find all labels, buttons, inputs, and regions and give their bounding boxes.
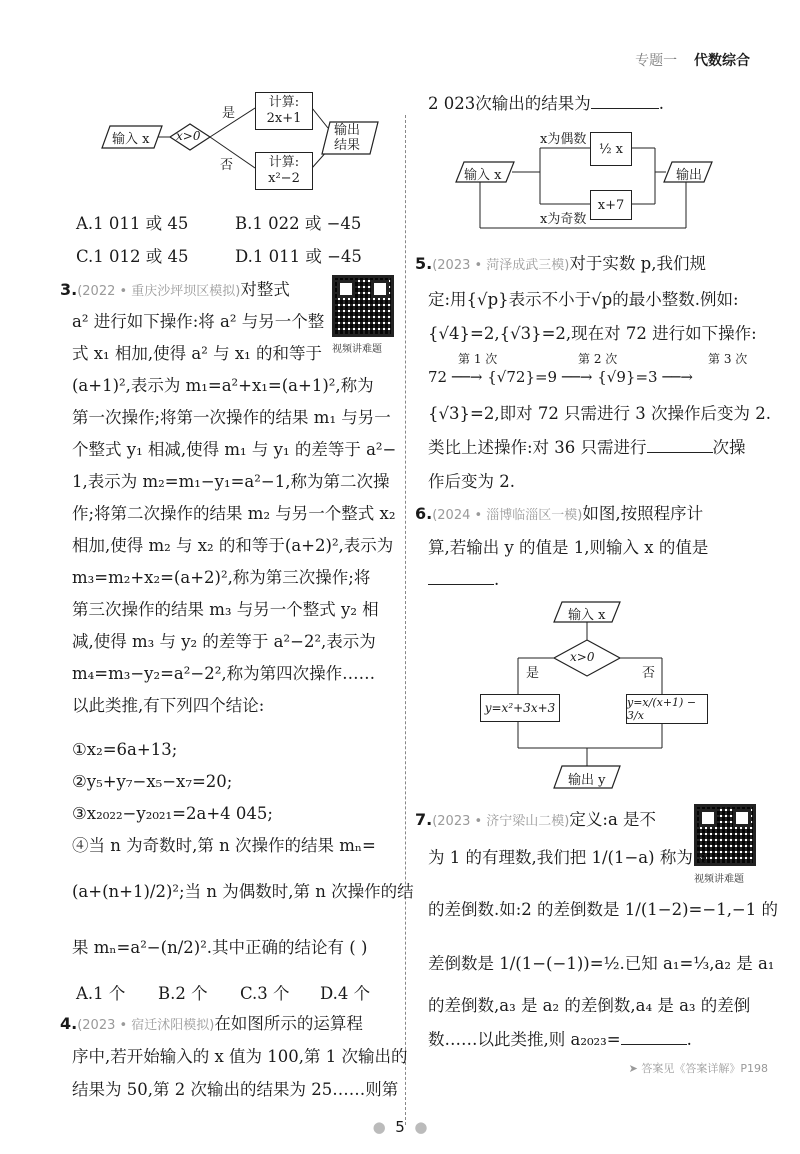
page-number: ● 5 ● [372, 1118, 428, 1136]
q4-continuation: 2 023次输出的结果为 . [428, 94, 664, 113]
q7-answer-ref[interactable]: ➤ 答案见《答案详解》P198 [628, 1062, 768, 1075]
fa-output: 输出 结果 [334, 123, 361, 153]
fq4-odd: x为奇数 [540, 212, 587, 227]
q5-steps: 72 ──→ {√72}=9 ──→ {√9}=3 ──→ 第 1 次 第 2 次 第 3 次 [428, 352, 748, 386]
q3-option-a: A.1 个 [76, 984, 126, 1003]
q5-answer-blank[interactable] [647, 436, 713, 453]
fq6-input: 输入 x [568, 608, 606, 623]
q3-qr-code [332, 275, 394, 337]
q2-option-a: A.1 011 或 45 [76, 214, 189, 233]
q3-source: (2022 • 重庆沙坪坝区模拟) [77, 284, 241, 299]
q7-source: (2023 • 济宁梁山二模) [432, 814, 570, 829]
fa-condition: x>0 [176, 129, 201, 143]
q4-source: (2023 • 宿迁沭阳模拟) [77, 1018, 215, 1033]
header-section: 专题一 [635, 53, 678, 69]
q3-header: 3.(2022 • 重庆沙坪坝区模拟)对整式 [60, 280, 290, 299]
q6-header: 6.(2024 • 淄博临淄区一模)如图,按照程序计 [415, 504, 704, 523]
q3-option-b: B.2 个 [158, 984, 208, 1003]
flowchart-a [90, 88, 400, 198]
fq6-no: 否 [642, 666, 656, 681]
fq6-condition: x>0 [570, 650, 595, 664]
column-divider [405, 115, 406, 1125]
q2-option-c: C.1 012 或 45 [76, 247, 189, 266]
q2-option-b: B.1 022 或 −45 [235, 214, 362, 233]
fa-yes: 是 [222, 106, 236, 121]
q7-answer-blank[interactable] [621, 1028, 687, 1045]
fq6-right-box: y=x/(x+1) − 3/x [626, 694, 708, 724]
flowchart-q4 [450, 120, 750, 235]
q6-number: 6. [415, 504, 433, 523]
fq4-input: 输入 x [464, 168, 502, 183]
fq4-plus7-box: x+7 [590, 190, 632, 220]
q2-option-d: D.1 011 或 −45 [235, 247, 362, 266]
fa-no: 否 [220, 158, 234, 173]
q7-qr-label: 视频讲难题 [694, 874, 744, 885]
fq4-output: 输出 [676, 168, 703, 183]
q5-number: 5. [415, 254, 433, 273]
q6-source: (2024 • 淄博临淄区一模) [432, 508, 583, 523]
q4-answer-blank[interactable] [591, 92, 659, 109]
q5-source: (2023 • 菏泽成武三模) [432, 258, 570, 273]
fa-calc-bottom: 计算: x²−2 [255, 152, 313, 190]
q3-option-d: D.4 个 [320, 984, 371, 1003]
fq4-half-box: ½ x [590, 132, 632, 166]
q3-qr-label: 视频讲难题 [332, 344, 382, 355]
q3-number: 3. [60, 280, 78, 299]
fq4-even: x为偶数 [540, 132, 587, 147]
q4-number: 4. [60, 1014, 78, 1033]
flowchart-q6 [470, 598, 730, 798]
q5-header: 5.(2023 • 菏泽成武三模)对于实数 p,我们规 [415, 254, 706, 273]
fq6-left-box: y=x²+3x+3 [480, 694, 560, 722]
page-header [635, 50, 750, 70]
q7-number: 7. [415, 810, 433, 829]
fa-input: 输入 x [112, 132, 150, 147]
q7-header: 7.(2023 • 济宁梁山二模)定义:a 是不 [415, 810, 657, 829]
q6-answer-blank[interactable] [428, 568, 494, 585]
fq6-yes: 是 [526, 666, 540, 681]
fq6-output: 输出 y [568, 773, 606, 788]
chevron-right-icon: ➤ [628, 1062, 642, 1075]
q3-option-c: C.3 个 [240, 984, 290, 1003]
fa-calc-top: 计算: 2x+1 [255, 92, 313, 130]
header-title: 代数综合 [694, 53, 750, 69]
q4-header: 4.(2023 • 宿迁沭阳模拟)在如图所示的运算程 [60, 1014, 363, 1033]
